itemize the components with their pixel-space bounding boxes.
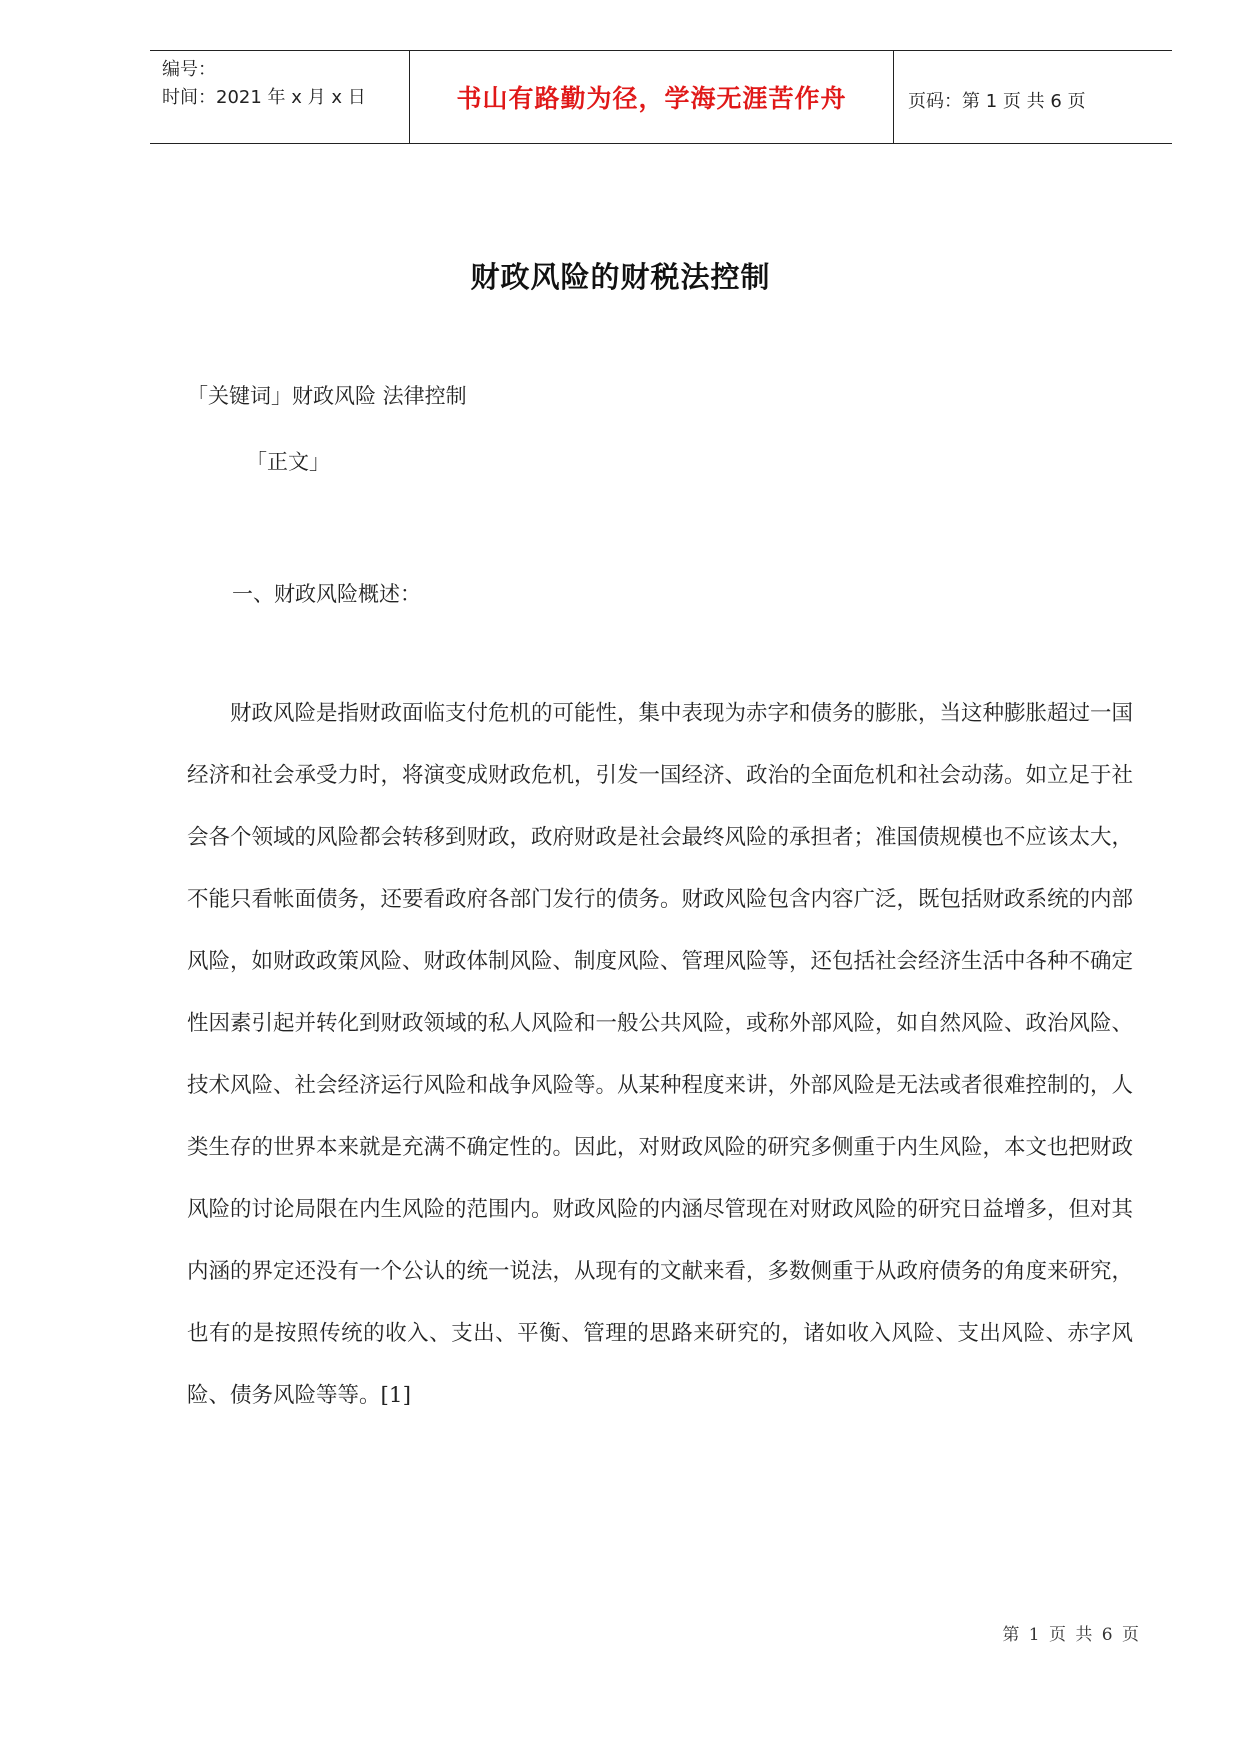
body-text — [187, 683, 1133, 1427]
header-page-info: 页码：第 1 页 共 6 页 — [908, 91, 1086, 112]
body-paragraph: 财政风险是指财政面临支付危机的可能性，集中表现为赤字和债务的膨胀，当这种膨胀超过一国经济和社会承受力时，将演变成财政危机，引发一国经济、政治的全面危机和社会动荡。如立足于社会各个领域的风险都会转移到财政，政府财政是社会最终风险的承担者；准国债规模也不应该太大，不能只看帐面债务，还要看政府各部门发行的债务。财政风险包含内容广泛，既包括财政系统的内部风险，如财政政策风险、财政体制风险、制度风险、管理风险等，还包括社会经济生活中各种不确定性因素引起并转化到财政领域的私人风险和一般公共风险，或称外部风险，如自然风险、政治风险、技术风险、社会经济运行风险和战争风险等。从某种程度来讲，外部风险是无法或者很难控制的，人类生存的世界本来就是充满不确定性的。因此，对财政风险的研究多侧重于内生风险，本文也把财政风险的讨论局限在内生风险的范围内。财政风险的内涵尽管现在对财政风险的研究日益增多，但对其内涵的界定还没有一个公认的统一说法，从现有的文献来看，多数侧重于从政府债务的角度来研究，也有的是按照传统的收入、支出、平衡、管理的思路来研究的，诸如收入风险、支出风险、赤字风险、债务风险等等。[1] — [187, 701, 1134, 1408]
header-motto: 书山有路勤为径，学海无涯苦作舟 — [456, 84, 847, 113]
header-page-cell — [894, 51, 1172, 143]
header-motto-cell — [410, 51, 894, 143]
keywords-line: 「关键词」财政风险 法律控制 — [187, 384, 467, 408]
section-heading: 一、财政风险概述： — [232, 582, 421, 606]
serial-label: 编号： — [162, 59, 216, 80]
document-title: 财政风险的财税法控制 — [470, 260, 771, 294]
time-label: 时间：2021 年 x 月 x 日 — [162, 87, 366, 108]
header-info-cell — [150, 51, 410, 143]
body-marker: 「正文」 — [246, 450, 330, 474]
page-footer: 第 1 页 共 6 页 — [1002, 1625, 1141, 1645]
page-header — [150, 50, 1172, 144]
